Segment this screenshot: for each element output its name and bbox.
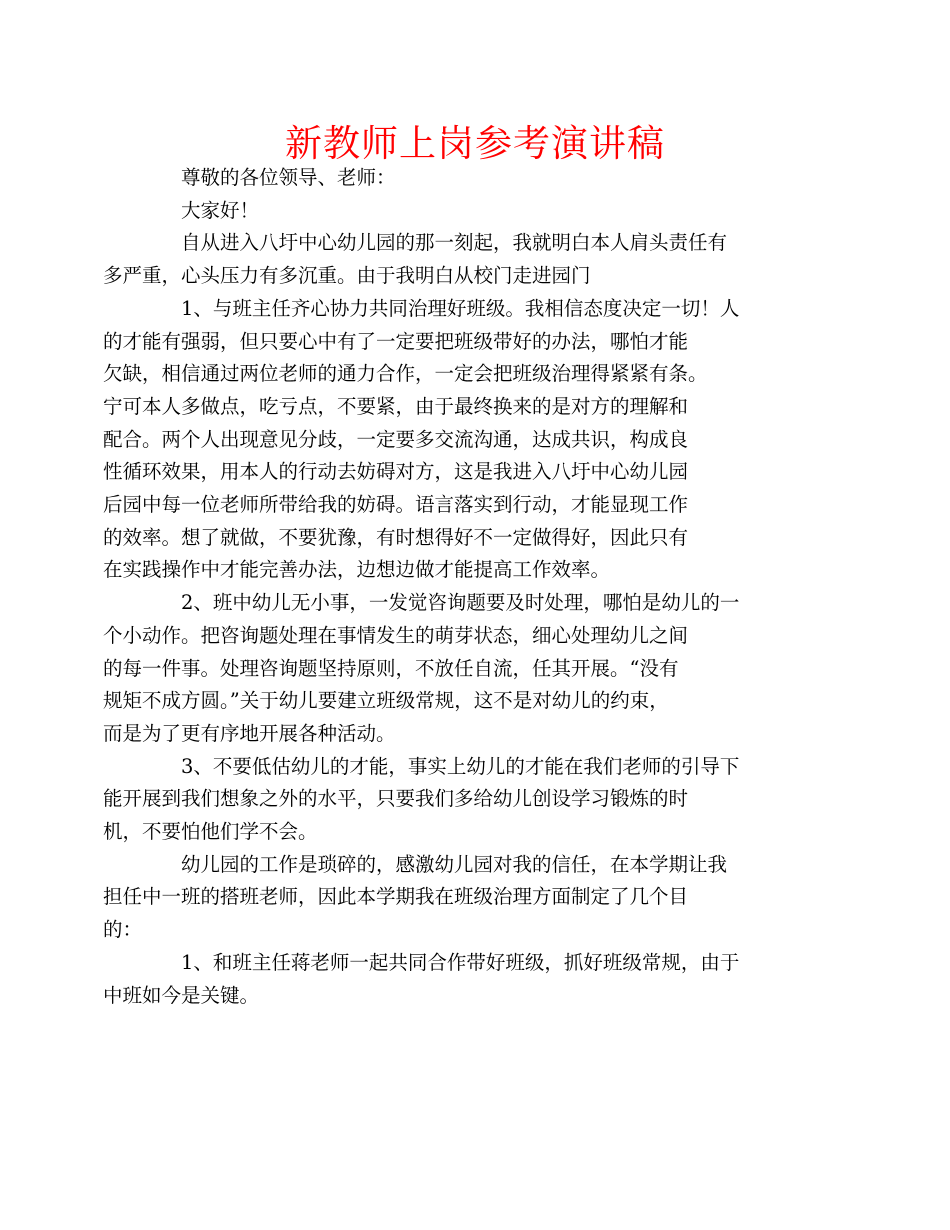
text-line: 的效率。想了就做，不要犹豫，有时想得好不一定做得好，因此只有 <box>103 525 689 549</box>
text-line: 后园中每一位老师所带给我的妨碍。语言落实到行动，才能显现工作 <box>103 493 689 517</box>
text-line: 个小动作。把咨询题处理在事情发生的萌芽状态，细心处理幼儿之间 <box>103 623 689 647</box>
paragraph <box>103 227 822 292</box>
text-line: 机，不要怕他们学不会。 <box>103 820 318 844</box>
document-title: 新教师上岗参考演讲稿 <box>285 122 665 165</box>
paragraph <box>142 162 822 195</box>
paragraph <box>103 293 822 587</box>
paragraph <box>103 587 822 751</box>
text-line: 自从进入八圩中心幼儿园的那一刻起，我就明白本人肩头责任有 <box>181 231 728 255</box>
text-line: 而是为了更有序地开展各种活动。 <box>103 721 396 745</box>
paragraph <box>103 947 822 1012</box>
paragraph <box>142 195 822 228</box>
text-line: 欠缺，相信通过两位老师的通力合作，一定会把班级治理得紧紧有条。 <box>103 362 708 386</box>
text-line: 规矩不成方圆。”关于幼儿要建立班级常规，这不是对幼儿的约束， <box>103 689 669 713</box>
paragraph <box>103 849 822 947</box>
text-line: 1、和班主任蒋老师一起共同合作带好班级，抓好班级常规，由于 <box>181 950 740 974</box>
text-line: 尊敬的各位领导、老师： <box>181 166 396 189</box>
text-line: 多严重，心头压力有多沉重。由于我明白从校门走进园门 <box>103 264 591 288</box>
text-line: 1、与班主任齐心协力共同治理好班级。我相信态度决定一切！人 <box>181 296 740 320</box>
text-line: 大家好！ <box>181 198 260 222</box>
text-line: 中班如今是关键。 <box>103 983 260 1007</box>
paragraph <box>103 751 822 849</box>
text-line: 的： <box>103 918 143 942</box>
text-line: 在实践操作中才能完善办法，边想边做才能提高工作效率。 <box>103 558 611 582</box>
document-body <box>103 162 822 1012</box>
text-line: 幼儿园的工作是琐碎的，感激幼儿园对我的信任，在本学期让我 <box>181 852 728 876</box>
text-line: 宁可本人多做点，吃亏点，不要紧，由于最终换来的是对方的理解和 <box>103 394 689 418</box>
text-line: 能开展到我们想象之外的水平，只要我们多给幼儿创设学习锻炼的时 <box>103 787 689 811</box>
text-line: 的才能有强弱，但只要心中有了一定要把班级带好的办法，哪怕才能 <box>103 329 689 353</box>
text-line: 担任中一班的搭班老师，因此本学期我在班级治理方面制定了几个目 <box>103 885 689 909</box>
text-line: 性循环效果，用本人的行动去妨碍对方，这是我进入八圩中心幼儿园 <box>103 460 689 484</box>
text-line: 3、不要低估幼儿的才能，事实上幼儿的才能在我们老师的引导下 <box>181 754 740 778</box>
text-line: 的每一件事。处理咨询题坚持原则，不放任自流，任其开展。“没有 <box>103 656 679 680</box>
text-line: 配合。两个人出现意见分歧，一定要多交流沟通，达成共识，构成良 <box>103 427 689 451</box>
text-line: 2、班中幼儿无小事，一发觉咨询题要及时处理，哪怕是幼儿的一 <box>181 591 740 615</box>
